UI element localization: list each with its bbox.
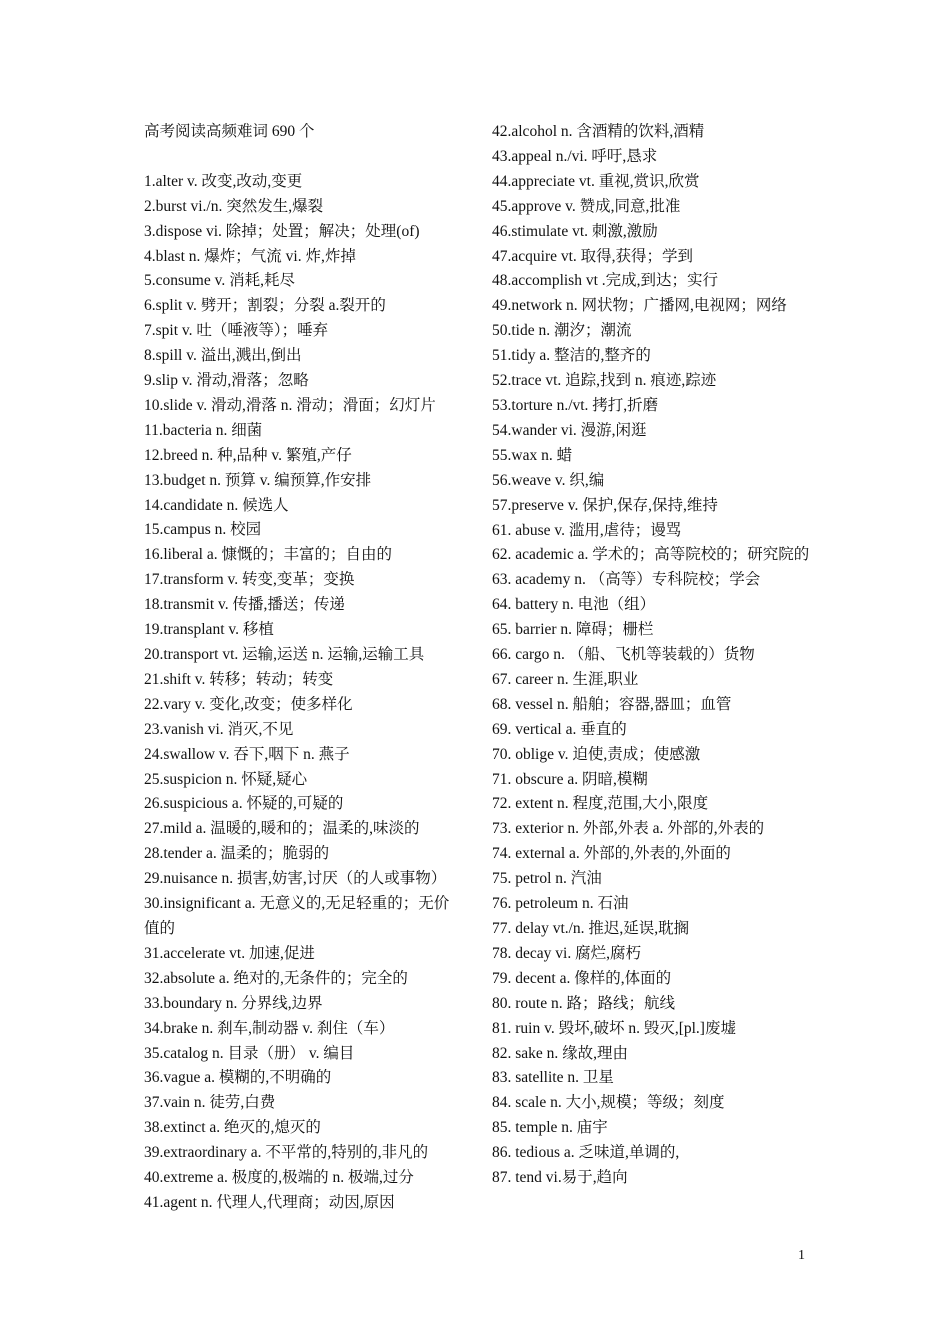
vocab-entry: 6.split v. 劈开；割裂；分裂 a.裂开的 (144, 297, 386, 315)
vocab-entry: 29.nuisance n. 损害,妨害,讨厌（的人或事物） (144, 870, 447, 888)
vocab-entry: 75. petrol n. 汽油 (492, 870, 602, 888)
vocab-entry: 79. decent a. 像样的,体面的 (492, 969, 672, 987)
vocab-entry: 37.vain n. 徒劳,白费 (144, 1094, 276, 1112)
vocab-entry: 20.transport vt. 运输,运送 n. 运输,运输工具 (144, 646, 425, 664)
vocab-entry: 63. academy n. （高等）专科院校；学会 (492, 571, 761, 589)
vocab-entry: 19.transplant v. 移植 (144, 621, 274, 639)
vocab-entry: 2.burst vi./n. 突然发生,爆裂 (144, 197, 324, 215)
vocab-entry: 68. vessel n. 船舶；容器,器皿；血管 (492, 695, 732, 713)
vocab-entry: 56.weave v. 织,编 (492, 471, 605, 489)
vocab-entry: 17.transform v. 转变,变革；变换 (144, 571, 355, 589)
vocab-entry: 66. cargo n. （船、飞机等装载的）货物 (492, 646, 755, 664)
vocab-entry: 78. decay vi. 腐烂,腐朽 (492, 944, 641, 962)
left-column (144, 120, 464, 1216)
vocab-entry: 39.extraordinary a. 不平常的,特别的,非凡的 (144, 1144, 429, 1162)
vocab-entry: 84. scale n. 大小,规模；等级；刻度 (492, 1094, 725, 1112)
vocab-entry: 46.stimulate vt. 刺激,激励 (492, 222, 658, 240)
vocab-entry: 24.swallow v. 吞下,咽下 n. 燕子 (144, 745, 350, 763)
vocab-entry: 33.boundary n. 分界线,边界 (144, 994, 323, 1012)
vocab-entry: 23.vanish vi. 消灭,不见 (144, 720, 294, 738)
vocab-entry: 85. temple n. 庙宇 (492, 1119, 608, 1137)
vocab-entry: 81. ruin v. 毁坏,破坏 n. 毁灭,[pl.]废墟 (492, 1019, 736, 1037)
vocab-entry: 80. route n. 路；路线；航线 (492, 994, 675, 1012)
vocab-entry: 12.breed n. 种,品种 v. 繁殖,产仔 (144, 446, 352, 464)
vocab-entry: 62. academic a. 学术的；高等院校的；研究院的 (492, 546, 810, 564)
vocab-entry: 22.vary v. 变化,改变；使多样化 (144, 695, 353, 713)
vocab-entry: 21.shift v. 转移；转动；转变 (144, 670, 334, 688)
vocab-entry: 43.appeal n./vi. 呼吁,恳求 (492, 147, 658, 165)
vocab-entry: 27.mild a. 温暖的,暖和的；温柔的,味淡的 (144, 820, 420, 838)
vocab-entry: 36.vague a. 模糊的,不明确的 (144, 1069, 332, 1087)
vocab-entry: 30.insignificant a. 无意义的,无足轻重的；无价值的 (144, 895, 450, 937)
vocab-entry: 4.blast n. 爆炸；气流 vi. 炸,炸掉 (144, 247, 356, 265)
vocab-entry: 70. oblige v. 迫使,责成；使感激 (492, 745, 701, 763)
vocab-entry: 53.torture n./vt. 拷打,折磨 (492, 396, 659, 414)
vocab-entry: 1.alter v. 改变,改动,变更 (144, 172, 303, 190)
vocab-entry: 31.accelerate vt. 加速,促进 (144, 944, 315, 962)
left-entry-list (144, 170, 464, 1216)
vocab-entry: 48.accomplish vt .完成,到达；实行 (492, 272, 719, 290)
vocab-entry: 5.consume v. 消耗,耗尽 (144, 272, 295, 290)
vocab-entry: 65. barrier n. 障碍；栅栏 (492, 621, 654, 639)
vocab-entry: 72. extent n. 程度,范围,大小,限度 (492, 795, 709, 813)
vocab-entry: 32.absolute a. 绝对的,无条件的；完全的 (144, 969, 408, 987)
vocab-entry: 35.catalog n. 目录（册） v. 编目 (144, 1044, 355, 1062)
vocab-entry: 34.brake n. 刹车,制动器 v. 刹住（车） (144, 1019, 395, 1037)
vocab-entry: 83. satellite n. 卫星 (492, 1069, 614, 1087)
vocab-entry: 7.spit v. 吐（唾液等）；唾弃 (144, 322, 329, 340)
vocab-entry: 26.suspicious a. 怀疑的,可疑的 (144, 795, 344, 813)
vocab-entry: 82. sake n. 缘故,理由 (492, 1044, 629, 1062)
vocab-entry: 28.tender a. 温柔的；脆弱的 (144, 845, 330, 863)
vocab-entry: 38.extinct a. 绝灭的,熄灭的 (144, 1119, 321, 1137)
blank-line (144, 145, 464, 170)
vocab-entry: 64. battery n. 电池（组） (492, 596, 656, 614)
vocab-entry: 15.campus n. 校园 (144, 521, 262, 539)
vocab-entry: 10.slide v. 滑动,滑落 n. 滑动；滑面；幻灯片 (144, 396, 436, 414)
vocab-entry: 41.agent n. 代理人,代理商；动因,原因 (144, 1193, 395, 1211)
vocab-entry: 47.acquire vt. 取得,获得；学到 (492, 247, 694, 265)
vocab-entry: 44.appreciate vt. 重视,赏识,欣赏 (492, 172, 700, 190)
page-number: 1 (798, 1248, 805, 1263)
vocab-entry: 16.liberal a. 慷慨的；丰富的；自由的 (144, 546, 392, 564)
right-column (492, 120, 812, 1191)
vocab-entry: 73. exterior n. 外部,外表 a. 外部的,外表的 (492, 820, 765, 838)
vocab-entry: 8.spill v. 溢出,溅出,倒出 (144, 347, 302, 365)
vocab-entry: 71. obscure a. 阴暗,模糊 (492, 770, 648, 788)
vocab-entry: 76. petroleum n. 石油 (492, 895, 629, 913)
vocab-entry: 67. career n. 生涯,职业 (492, 670, 639, 688)
vocab-entry: 40.extreme a. 极度的,极端的 n. 极端,过分 (144, 1169, 414, 1187)
vocab-entry: 55.wax n. 蜡 (492, 446, 573, 464)
vocab-entry: 18.transmit v. 传播,播送；传递 (144, 596, 345, 614)
vocab-entry: 51.tidy a. 整洁的,整齐的 (492, 347, 651, 365)
vocab-entry: 42.alcohol n. 含酒精的饮料,酒精 (492, 123, 705, 140)
vocab-entry: 25.suspicion n. 怀疑,疑心 (144, 770, 308, 788)
vocab-entry: 52.trace vt. 追踪,找到 n. 痕迹,踪迹 (492, 372, 717, 390)
right-entry-list (492, 120, 812, 1191)
vocab-entry: 57.preserve v. 保护,保存,保持,维持 (492, 496, 718, 514)
vocab-entry: 61. abuse v. 滥用,虐待；谩骂 (492, 521, 682, 539)
document-title: 高考阅读高频难词 690 个 (144, 123, 315, 140)
vocab-entry: 54.wander vi. 漫游,闲逛 (492, 421, 647, 439)
vocab-entry: 86. tedious a. 乏味道,单调的, (492, 1144, 680, 1162)
vocab-entry: 9.slip v. 滑动,滑落；忽略 (144, 372, 309, 390)
vocab-entry: 45.approve v. 赞成,同意,批准 (492, 197, 681, 215)
vocab-entry: 3.dispose vi. 除掉；处置；解决；处理(of) (144, 222, 420, 240)
vocab-entry: 49.network n. 网状物；广播网,电视网；网络 (492, 297, 787, 315)
vocab-entry: 14.candidate n. 候选人 (144, 496, 289, 514)
vocab-entry: 50.tide n. 潮汐；潮流 (492, 322, 632, 340)
vocab-entry: 87. tend vi.易于,趋向 (492, 1169, 628, 1187)
vocab-entry: 74. external a. 外部的,外表的,外面的 (492, 845, 731, 863)
vocab-entry: 13.budget n. 预算 v. 编预算,作安排 (144, 471, 372, 489)
vocab-entry: 69. vertical a. 垂直的 (492, 720, 627, 738)
vocab-entry: 77. delay vt./n. 推迟,延误,耽搁 (492, 920, 690, 937)
vocab-entry: 11.bacteria n. 细菌 (144, 421, 263, 439)
